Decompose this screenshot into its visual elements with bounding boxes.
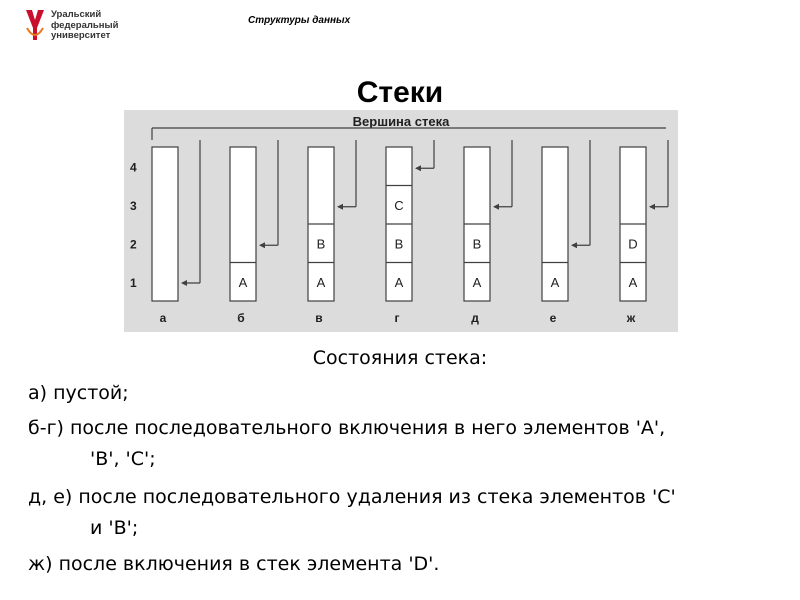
stack-item-A: A — [550, 274, 560, 290]
level-label-1: 1 — [130, 275, 137, 290]
top-pointer-arrowhead — [415, 165, 421, 171]
text-line-bg-2: 'B', 'C'; — [90, 448, 156, 470]
stack-diagram — [124, 110, 678, 332]
text-line-a: а) пустой; — [28, 382, 129, 404]
university-logo-icon — [24, 8, 46, 42]
text-line-de-1: д, е) после последовательного удаления из стека элементов 'C' — [28, 486, 676, 508]
level-label-4: 4 — [130, 160, 137, 175]
top-pointer-arrowhead — [337, 204, 343, 210]
stack-item-A: A — [316, 274, 326, 290]
stack-label-д: д — [471, 311, 479, 325]
stack-item-B: B — [394, 236, 404, 252]
stack-label-е: е — [549, 311, 557, 325]
stack-label-г: г — [394, 311, 400, 325]
stack-label-ж: ж — [626, 311, 636, 325]
top-pointer-arrowhead — [259, 242, 265, 248]
top-pointer-arrowhead — [181, 280, 187, 286]
diagram-caption: Состояния стека: — [312, 347, 488, 369]
level-label-2: 2 — [130, 237, 137, 252]
stack-label-в: в — [315, 311, 323, 325]
text-line-de-2: и 'B'; — [90, 517, 139, 539]
stack-item-C: C — [394, 197, 404, 213]
text-line-zh: ж) после включения в стек элемента 'D'. — [28, 553, 440, 575]
logo-line-1: Уральский — [51, 9, 102, 20]
stack-item-B: B — [316, 236, 326, 252]
course-title: Структуры данных — [248, 15, 351, 26]
top-pointer-arrowhead — [571, 242, 577, 248]
stack-diagram-svg — [124, 110, 678, 332]
stack-label-а: а — [159, 311, 167, 325]
stack-box-а — [152, 147, 178, 301]
top-pointer-arrowhead — [493, 204, 499, 210]
university-logo — [24, 8, 144, 42]
level-label-3: 3 — [130, 198, 137, 213]
stack-item-A: A — [628, 274, 638, 290]
logo-line-2: федеральный — [51, 19, 119, 31]
stack-item-D: D — [628, 236, 638, 252]
stack-top-label: Вершина стека — [352, 114, 450, 129]
university-name — [51, 10, 118, 42]
slide-title: Стеки — [356, 76, 444, 109]
text-line-bg-1: б-г) после последовательного включения в него элементов 'A', — [28, 417, 666, 439]
logo-line-3: университет — [51, 30, 111, 41]
stack-item-A: A — [238, 274, 248, 290]
stack-item-A: A — [472, 274, 482, 290]
stack-item-B: B — [472, 236, 482, 252]
stack-item-A: A — [394, 274, 404, 290]
top-pointer-arrowhead — [649, 204, 655, 210]
stack-label-б: б — [237, 311, 245, 325]
